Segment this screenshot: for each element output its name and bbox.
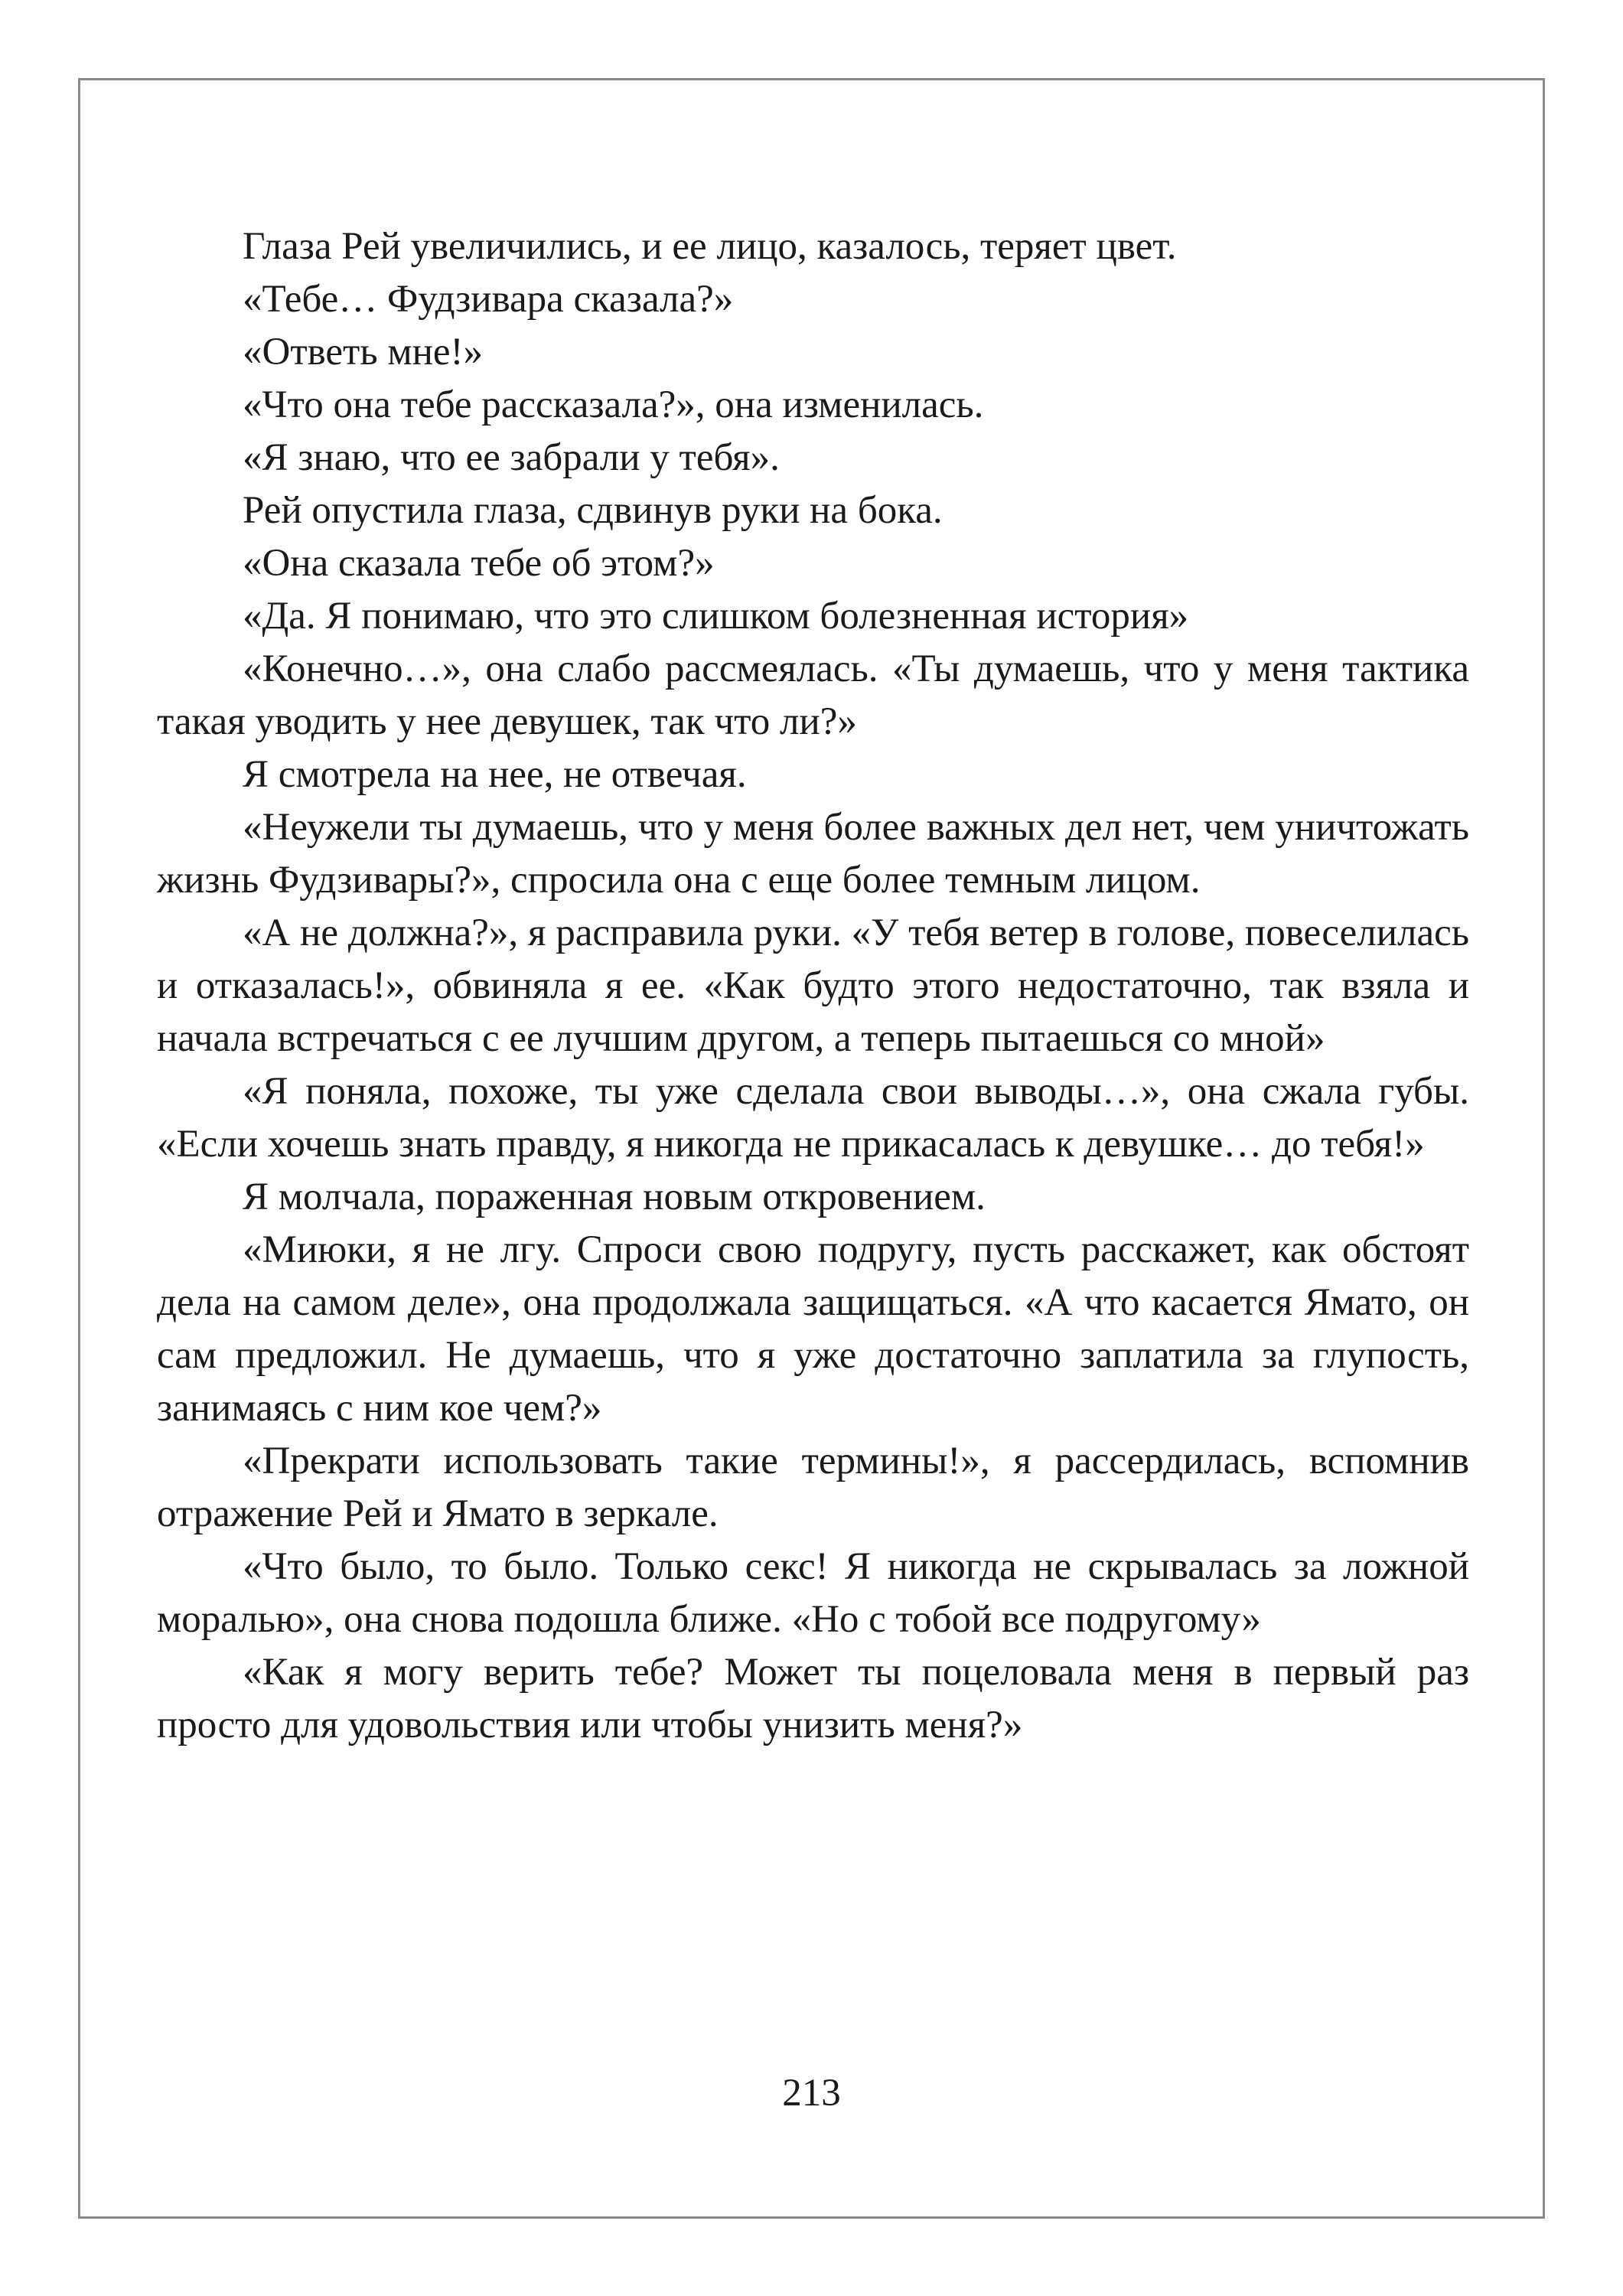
paragraph-14: Я молчала, пораженная новым откровением. xyxy=(243,1176,986,1218)
body-text xyxy=(157,220,1469,1752)
paragraph-12: «А не должна?», я расправила руки. «У тебя ветер в голове, повеселилась и отказалась!», обвиняла я ее. «Как будто этого недостаточно, так взяла и начала встречаться с ее лучшим другом, а теперь пытаешься со мной» xyxy=(157,912,1469,1060)
paragraph-5: «Я знаю, что ее забрали у тебя». xyxy=(243,436,780,479)
paragraph-7: «Она сказала тебе об этом?» xyxy=(243,542,715,585)
paragraph-2: «Тебе… Фудзивара сказала?» xyxy=(243,278,734,321)
paragraph-8: «Да. Я понимаю, что это слишком болезненная история» xyxy=(243,595,1189,638)
paragraph-13: «Я поняла, похоже, ты уже сделала свои выводы…», она сжала губы. «Если хочешь знать правду, я никогда не прикасалась к девушке… до тебя!» xyxy=(157,1070,1469,1166)
paragraph-9: «Конечно…», она слабо рассмеялась. «Ты думаешь, что у меня тактика такая уводить у нее девушек, так что ли?» xyxy=(157,647,1469,743)
paragraph-6: Рей опустила глаза, сдвинув руки на бока. xyxy=(243,489,943,532)
paragraph-16: «Прекрати использовать такие термины!», я рассердилась, вспомнив отражение Рей и Ямато в зеркале. xyxy=(157,1440,1469,1535)
paragraph-11: «Неужели ты думаешь, что у меня более важных дел нет, чем уничтожать жизнь Фудзивары?», спросила она с еще более темным лицом. xyxy=(157,806,1469,902)
paragraph-1: Глаза Рей увеличились, и ее лицо, казалось, теряет цвет. xyxy=(243,225,1177,268)
paragraph-17: «Что было, то было. Только секс! Я никогда не скрывалась за ложной моралью», она снова подошла ближе. «Но с тобой все подругому» xyxy=(157,1545,1469,1641)
paragraph-4: «Что она тебе рассказала?», она изменилась. xyxy=(243,383,984,426)
paragraph-18: «Как я могу верить тебе? Может ты поцеловала меня в первый раз просто для удовольствия или чтобы унизить меня?» xyxy=(157,1651,1469,1746)
paragraph-15: «Миюки, я не лгу. Спроси свою подругу, пусть расскажет, как обстоят дела на самом деле», она продолжала защищаться. «А что касается Ямато, он сам предложил. Не думаешь, что я уже достаточно заплатила за глупость, занимаясь с ним кое чем?» xyxy=(157,1228,1469,1430)
paragraph-3: «Ответь мне!» xyxy=(243,331,484,373)
page-number: 213 xyxy=(782,2072,841,2115)
paragraph-10: Я смотрела на нее, не отвечая. xyxy=(243,753,747,796)
